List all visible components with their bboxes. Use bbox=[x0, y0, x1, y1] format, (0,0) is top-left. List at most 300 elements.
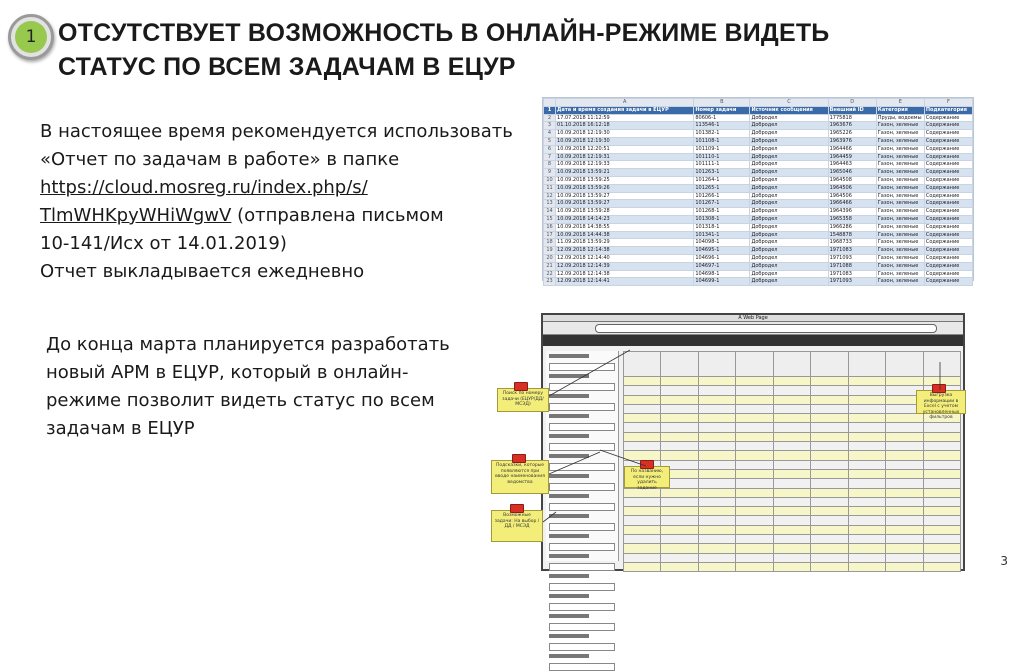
mockup-filter-label bbox=[549, 534, 589, 538]
sheet-cell: 101265-1 bbox=[694, 184, 750, 192]
sheet-cell: 101111-1 bbox=[694, 161, 750, 169]
sheet-cell: Добродел bbox=[750, 114, 828, 122]
mockup-grid-cell bbox=[736, 395, 773, 404]
sheet-cell: 101109-1 bbox=[694, 145, 750, 153]
mockup-grid-row bbox=[624, 451, 961, 460]
mockup-filter-field bbox=[549, 463, 615, 471]
mockup-grid-cell bbox=[773, 525, 810, 534]
sheet-cell: Газон, зеленые bbox=[876, 169, 924, 177]
sheet-cell: Содержание bbox=[924, 200, 972, 208]
sheet-cell: 101263-1 bbox=[694, 169, 750, 177]
mockup-grid-cell bbox=[811, 544, 848, 553]
mockup-grid-cell bbox=[624, 432, 661, 441]
mockup-filter-field bbox=[549, 483, 615, 491]
sheet-cell: Содержание bbox=[924, 208, 972, 216]
sheet-row-number: 4 bbox=[544, 130, 556, 138]
mockup-grid-cell bbox=[736, 497, 773, 506]
mockup-grid-cell bbox=[886, 451, 923, 460]
sheet-cell: 104698-1 bbox=[694, 270, 750, 278]
sheet-cell: Содержание bbox=[924, 278, 972, 286]
sheet-cell: Содержание bbox=[924, 231, 972, 239]
mockup-grid-cell bbox=[624, 352, 661, 377]
mockup-grid-cell bbox=[698, 414, 735, 423]
mockup-grid-cell bbox=[736, 525, 773, 534]
mockup-grid-cell bbox=[698, 442, 735, 451]
mockup-grid-cell bbox=[923, 507, 961, 516]
mockup-grid-cell bbox=[773, 414, 810, 423]
mockup-grid-cell bbox=[698, 469, 735, 478]
mockup-filter-label bbox=[549, 354, 589, 358]
sheet-cell: 1964506 bbox=[828, 192, 876, 200]
cloud-link[interactable]: https://cloud.mosreg.ru/index.php/s/ bbox=[40, 177, 368, 198]
sheet-row-number: 22 bbox=[544, 270, 556, 278]
mockup-grid-row bbox=[624, 432, 961, 441]
mockup-grid-cell bbox=[624, 377, 661, 386]
sheet-row bbox=[544, 192, 973, 200]
sheet-cell: Добродел bbox=[750, 262, 828, 270]
sheet-cell: 1971083 bbox=[828, 270, 876, 278]
mockup-app-header bbox=[543, 335, 963, 346]
sheet-cell: Газон, зеленые bbox=[876, 153, 924, 161]
sheet-cell: Газон, зеленые bbox=[876, 270, 924, 278]
mockup-grid-cell bbox=[848, 460, 885, 469]
mockup-filter-label bbox=[549, 594, 589, 598]
sheet-cell: Добродел bbox=[750, 200, 828, 208]
mockup-grid-cell bbox=[661, 507, 698, 516]
sheet-row-number: 19 bbox=[544, 247, 556, 255]
mockup-grid-cell bbox=[661, 414, 698, 423]
mockup-grid-cell bbox=[661, 377, 698, 386]
sheet-cell: 10.09.2018 14:14:23 bbox=[556, 215, 694, 223]
sheet-cell: Газон, зеленые bbox=[876, 200, 924, 208]
mockup-grid-cell bbox=[736, 442, 773, 451]
sheet-row-number: 8 bbox=[544, 161, 556, 169]
mockup-grid-cell bbox=[923, 442, 961, 451]
mockup-grid-cell bbox=[811, 414, 848, 423]
mockup-grid-cell bbox=[923, 525, 961, 534]
mockup-grid-cell bbox=[848, 479, 885, 488]
sheet-cell: Содержание bbox=[924, 153, 972, 161]
mockup-grid-cell bbox=[661, 488, 698, 497]
sheet-row bbox=[544, 270, 973, 278]
mockup-grid-cell bbox=[698, 562, 735, 571]
sheet-cell: 10.09.2018 13:59:27 bbox=[556, 200, 694, 208]
sheet-cell: Содержание bbox=[924, 223, 972, 231]
mockup-grid-cell bbox=[811, 553, 848, 562]
sheet-cell: Добродел bbox=[750, 215, 828, 223]
sheet-row bbox=[544, 161, 973, 169]
sheet-cell: 10.09.2018 12:19:31 bbox=[556, 153, 694, 161]
sheet-cell: 10.09.2018 12:19:30 bbox=[556, 137, 694, 145]
mockup-grid-cell bbox=[848, 423, 885, 432]
sheet-cell: 10.09.2018 12:19:33 bbox=[556, 161, 694, 169]
mockup-grid-cell bbox=[661, 395, 698, 404]
mockup-grid-cell bbox=[886, 479, 923, 488]
mockup-grid-cell bbox=[811, 352, 848, 377]
sheet-cell: Газон, зеленые bbox=[876, 239, 924, 247]
mockup-grid-cell bbox=[698, 544, 735, 553]
mockup-grid-cell bbox=[736, 432, 773, 441]
mockup-filter-label bbox=[549, 634, 589, 638]
mockup-grid-cell bbox=[811, 386, 848, 395]
mockup-grid-cell bbox=[923, 460, 961, 469]
mockup-grid-row bbox=[624, 404, 961, 413]
sheet-cell: Газон, зеленые bbox=[876, 231, 924, 239]
mockup-grid-cell bbox=[661, 352, 698, 377]
mockup-grid-cell bbox=[811, 395, 848, 404]
mockup-grid-cell bbox=[624, 395, 661, 404]
sheet-row bbox=[544, 223, 973, 231]
pin-marker bbox=[510, 504, 524, 513]
sheet-cell: Газон, зеленые bbox=[876, 223, 924, 231]
mockup-grid-header bbox=[624, 352, 961, 377]
sheet-row bbox=[544, 231, 973, 239]
sheet-cell: 101266-1 bbox=[694, 192, 750, 200]
mockup-grid-cell bbox=[886, 432, 923, 441]
mockup-grid-cell bbox=[886, 377, 923, 386]
mockup-grid-cell bbox=[661, 516, 698, 525]
mockup-grid-cell bbox=[661, 497, 698, 506]
mockup-grid-row bbox=[624, 414, 961, 423]
sheet-cell: 1964508 bbox=[828, 176, 876, 184]
sheet-cell: Содержание bbox=[924, 137, 972, 145]
sheet-cell: 1964459 bbox=[828, 153, 876, 161]
mockup-grid-cell bbox=[886, 423, 923, 432]
mockup-grid-cell bbox=[848, 386, 885, 395]
mockup-grid-cell bbox=[811, 423, 848, 432]
sheet-cell: 1966466 bbox=[828, 200, 876, 208]
sheet-column-letter: D bbox=[828, 99, 876, 107]
mockup-grid-row bbox=[624, 525, 961, 534]
sheet-cell: 12.09.2018 12:14:38 bbox=[556, 270, 694, 278]
sheet-cell: 101382-1 bbox=[694, 130, 750, 138]
report-spreadsheet bbox=[542, 97, 974, 285]
mockup-grid-cell bbox=[698, 525, 735, 534]
sheet-cell: 10.09.2018 13:59:25 bbox=[556, 176, 694, 184]
sheet-row-number: 23 bbox=[544, 278, 556, 286]
sheet-cell: Добродел bbox=[750, 223, 828, 231]
sheet-cell: Содержание bbox=[924, 184, 972, 192]
mockup-grid-cell bbox=[923, 352, 961, 377]
mockup-grid-cell bbox=[624, 442, 661, 451]
mockup-grid-cell bbox=[661, 442, 698, 451]
sheet-header-cell: Источник сообщения bbox=[750, 106, 828, 114]
sheet-cell: 101318-1 bbox=[694, 223, 750, 231]
mockup-filter-field bbox=[549, 503, 615, 511]
sheet-cell: Содержание bbox=[924, 270, 972, 278]
cloud-link-continued[interactable]: TlmWHKpyWHiWgwV bbox=[40, 205, 232, 226]
mockup-grid-cell bbox=[923, 451, 961, 460]
sheet-cell: Содержание bbox=[924, 239, 972, 247]
mockup-grid-cell bbox=[848, 488, 885, 497]
mockup-grid-row bbox=[624, 442, 961, 451]
sheet-cell: Добродел bbox=[750, 231, 828, 239]
mockup-grid-cell bbox=[698, 497, 735, 506]
sheet-row-number: 3 bbox=[544, 122, 556, 130]
mockup-grid-cell bbox=[886, 414, 923, 423]
mockup-grid-row bbox=[624, 544, 961, 553]
sheet-cell: 1965046 bbox=[828, 169, 876, 177]
sheet-cell: Содержание bbox=[924, 192, 972, 200]
mockup-filter-field bbox=[549, 403, 615, 411]
sheet-cell: 10.09.2018 13:59:28 bbox=[556, 208, 694, 216]
mockup-grid-cell bbox=[886, 562, 923, 571]
mockup-grid-cell bbox=[661, 404, 698, 413]
mockup-grid-cell bbox=[811, 507, 848, 516]
mockup-grid-cell bbox=[624, 525, 661, 534]
mockup-grid-cell bbox=[624, 386, 661, 395]
mockup-grid-cell bbox=[923, 423, 961, 432]
mockup-grid-cell bbox=[848, 442, 885, 451]
arm-mockup bbox=[541, 313, 965, 571]
mockup-grid-cell bbox=[736, 488, 773, 497]
mockup-filter-field bbox=[549, 523, 615, 531]
sheet-cell: Газон, зеленые bbox=[876, 122, 924, 130]
mockup-grid-row bbox=[624, 553, 961, 562]
sheet-cell: Содержание bbox=[924, 161, 972, 169]
mockup-grid-cell bbox=[736, 469, 773, 478]
mockup-grid-row bbox=[624, 423, 961, 432]
mockup-filter-field bbox=[549, 443, 615, 451]
sheet-cell: 104699-1 bbox=[694, 278, 750, 286]
sheet-cell: 1964506 bbox=[828, 184, 876, 192]
mockup-grid-row bbox=[624, 469, 961, 478]
daily-report-note: Отчет выкладывается ежедневно bbox=[40, 261, 365, 282]
mockup-grid-cell bbox=[624, 451, 661, 460]
sheet-cell: Газон, зеленые bbox=[876, 254, 924, 262]
mockup-grid-cell bbox=[773, 460, 810, 469]
sheet-row-number: 13 bbox=[544, 200, 556, 208]
sheet-row-number: 14 bbox=[544, 208, 556, 216]
sheet-cell: 11.09.2018 13:59:29 bbox=[556, 239, 694, 247]
mockup-grid-cell bbox=[661, 525, 698, 534]
sheet-row-number: 10 bbox=[544, 176, 556, 184]
sheet-row bbox=[544, 169, 973, 177]
mockup-grid-cell bbox=[736, 352, 773, 377]
mockup-grid-cell bbox=[736, 451, 773, 460]
mockup-grid-cell bbox=[848, 516, 885, 525]
mockup-grid-cell bbox=[848, 377, 885, 386]
sheet-row-number: 7 bbox=[544, 153, 556, 161]
mockup-grid-cell bbox=[848, 497, 885, 506]
mockup-grid-cell bbox=[736, 516, 773, 525]
sheet-row-number: 15 bbox=[544, 215, 556, 223]
mockup-grid-cell bbox=[886, 544, 923, 553]
mockup-grid-cell bbox=[736, 507, 773, 516]
mockup-grid-cell bbox=[848, 535, 885, 544]
sheet-row-number: 18 bbox=[544, 239, 556, 247]
mockup-filter-field bbox=[549, 603, 615, 611]
sheet-row bbox=[544, 130, 973, 138]
mockup-grid-cell bbox=[848, 432, 885, 441]
mockup-filter-label bbox=[549, 614, 589, 618]
title-line-2: СТАТУС ПО ВСЕМ ЗАДАЧАМ В ЕЦУР bbox=[58, 53, 516, 81]
mockup-grid-cell bbox=[736, 414, 773, 423]
mockup-grid-cell bbox=[661, 451, 698, 460]
mockup-grid-cell bbox=[698, 423, 735, 432]
mockup-grid-cell bbox=[848, 544, 885, 553]
sheet-header-cell: Номер задачи bbox=[694, 106, 750, 114]
mockup-filter-field bbox=[549, 383, 615, 391]
sheet-cell: 10.09.2018 13:59:26 bbox=[556, 184, 694, 192]
mockup-grid-cell bbox=[661, 544, 698, 553]
sheet-row bbox=[544, 145, 973, 153]
mockup-grid-cell bbox=[661, 562, 698, 571]
callout-search: Поиск по номеру задачи (ЕЦУР/ДД/МСЭД) bbox=[497, 388, 549, 412]
mockup-grid-cell bbox=[811, 377, 848, 386]
mockup-grid-cell bbox=[923, 432, 961, 441]
sheet-cell: Содержание bbox=[924, 254, 972, 262]
mockup-navbar bbox=[543, 322, 963, 335]
sheet-cell: 17.07.2018 11:12:59 bbox=[556, 114, 694, 122]
pin-marker bbox=[640, 460, 654, 469]
mockup-task-grid bbox=[623, 351, 961, 565]
pin-marker bbox=[512, 454, 526, 463]
mockup-filter-label bbox=[549, 394, 589, 398]
mockup-grid-cell bbox=[624, 562, 661, 571]
mockup-grid-cell bbox=[886, 469, 923, 478]
mockup-grid-cell bbox=[698, 479, 735, 488]
mockup-grid-cell bbox=[923, 544, 961, 553]
mockup-grid-cell bbox=[661, 423, 698, 432]
sheet-cell: Пруды, водоемы bbox=[876, 114, 924, 122]
mockup-grid-cell bbox=[661, 432, 698, 441]
mockup-filter-field bbox=[549, 623, 615, 631]
mockup-filter-label bbox=[549, 554, 589, 558]
sheet-column-letter: E bbox=[876, 99, 924, 107]
mockup-grid-cell bbox=[923, 553, 961, 562]
mockup-grid-cell bbox=[698, 488, 735, 497]
sheet-cell: 10.09.2018 12:20:51 bbox=[556, 145, 694, 153]
mockup-grid-cell bbox=[811, 460, 848, 469]
mockup-grid-cell bbox=[848, 395, 885, 404]
slide-number-badge bbox=[8, 14, 54, 60]
mockup-grid-cell bbox=[848, 469, 885, 478]
sheet-cell: Содержание bbox=[924, 145, 972, 153]
sheet-cell: Содержание bbox=[924, 169, 972, 177]
sheet-row bbox=[544, 114, 973, 122]
sheet-cell: Содержание bbox=[924, 130, 972, 138]
mockup-grid-cell bbox=[698, 395, 735, 404]
sheet-cell: Газон, зеленые bbox=[876, 137, 924, 145]
mockup-grid-cell bbox=[698, 352, 735, 377]
sheet-row-number: 21 bbox=[544, 262, 556, 270]
sheet-cell: 12.09.2018 12:14:40 bbox=[556, 254, 694, 262]
mockup-grid-cell bbox=[811, 442, 848, 451]
mockup-grid-cell bbox=[736, 544, 773, 553]
sheet-column-letter: F bbox=[924, 99, 972, 107]
mockup-grid-cell bbox=[736, 423, 773, 432]
mockup-grid-cell bbox=[923, 479, 961, 488]
sheet-cell: Добродел bbox=[750, 130, 828, 138]
badge-number: 1 bbox=[25, 27, 37, 47]
sheet-row-number: 20 bbox=[544, 254, 556, 262]
sheet-cell: 80606-1 bbox=[694, 114, 750, 122]
mockup-grid-cell bbox=[886, 516, 923, 525]
callout-delete: По названию, если нужно удалить задание bbox=[624, 466, 670, 488]
mockup-grid-cell bbox=[923, 488, 961, 497]
mockup-grid-cell bbox=[624, 414, 661, 423]
sheet-cell: 12.09.2018 12:14:38 bbox=[556, 247, 694, 255]
sheet-cell: 10.09.2018 13:59:21 bbox=[556, 169, 694, 177]
sheet-cell: 1964463 bbox=[828, 161, 876, 169]
mockup-grid-cell bbox=[886, 352, 923, 377]
sheet-header-cell: Подкатегория bbox=[924, 106, 972, 114]
mockup-grid-cell bbox=[811, 562, 848, 571]
sheet-cell: 101308-1 bbox=[694, 215, 750, 223]
mockup-grid-cell bbox=[624, 404, 661, 413]
sheet-cell: 101110-1 bbox=[694, 153, 750, 161]
sheet-cell: 101268-1 bbox=[694, 208, 750, 216]
slide-title bbox=[58, 16, 958, 84]
sheet-cell: 1775818 bbox=[828, 114, 876, 122]
mockup-grid-cell bbox=[736, 562, 773, 571]
mockup-grid-cell bbox=[848, 525, 885, 534]
mockup-grid-cell bbox=[811, 432, 848, 441]
sheet-row bbox=[544, 247, 973, 255]
sheet-cell: Добродел bbox=[750, 254, 828, 262]
mockup-grid-cell bbox=[811, 516, 848, 525]
sheet-cell: Добродел bbox=[750, 176, 828, 184]
mockup-grid-row bbox=[624, 562, 961, 571]
sheet-cell: Содержание bbox=[924, 247, 972, 255]
sheet-cell: Добродел bbox=[750, 239, 828, 247]
sheet-cell: Газон, зеленые bbox=[876, 130, 924, 138]
sheet-cell: Содержание bbox=[924, 262, 972, 270]
sheet-row-number: 6 bbox=[544, 145, 556, 153]
mockup-grid-cell bbox=[923, 516, 961, 525]
mockup-grid-cell bbox=[848, 562, 885, 571]
mockup-grid-cell bbox=[624, 516, 661, 525]
mockup-grid-cell bbox=[773, 404, 810, 413]
sheet-cell: 12.09.2018 12:14:39 bbox=[556, 262, 694, 270]
letter-ref-part2: 10-141/Исх от 14.01.2019) bbox=[40, 233, 287, 254]
mockup-grid-cell bbox=[811, 479, 848, 488]
sheet-cell: 101264-1 bbox=[694, 176, 750, 184]
mockup-grid-cell bbox=[773, 386, 810, 395]
mockup-filter-label bbox=[549, 454, 589, 458]
mockup-grid-cell bbox=[698, 386, 735, 395]
sheet-cell: 1965226 bbox=[828, 130, 876, 138]
sheet-row bbox=[544, 176, 973, 184]
mockup-grid-cell bbox=[848, 404, 885, 413]
sheet-cell: 104695-1 bbox=[694, 247, 750, 255]
sheet-header-cell: Внешний ID bbox=[828, 106, 876, 114]
sheet-header-cell: Категория bbox=[876, 106, 924, 114]
mockup-grid-cell bbox=[624, 553, 661, 562]
sheet-cell: 113546-1 bbox=[694, 122, 750, 130]
pin-marker bbox=[932, 384, 946, 393]
mockup-grid-row bbox=[624, 488, 961, 497]
sheet-column-letter: B bbox=[694, 99, 750, 107]
mockup-filter-panel bbox=[546, 351, 619, 561]
sheet-row-number: 9 bbox=[544, 169, 556, 177]
mockup-grid-cell bbox=[736, 386, 773, 395]
mockup-filter-field bbox=[549, 583, 615, 591]
report-line-2: «Отчет по задачам в работе» в папке bbox=[40, 149, 400, 170]
sheet-header-row bbox=[544, 106, 973, 114]
mockup-filter-label bbox=[549, 414, 589, 418]
mockup-grid-cell bbox=[624, 535, 661, 544]
sheet-cell: Газон, зеленые bbox=[876, 161, 924, 169]
sheet-column-letter: A bbox=[556, 99, 694, 107]
mockup-filter-field bbox=[549, 563, 615, 571]
mockup-grid-cell bbox=[886, 507, 923, 516]
sheet-cell: 104697-1 bbox=[694, 262, 750, 270]
mockup-grid-cell bbox=[923, 535, 961, 544]
mockup-grid-row bbox=[624, 516, 961, 525]
sheet-column-letters bbox=[544, 99, 973, 107]
